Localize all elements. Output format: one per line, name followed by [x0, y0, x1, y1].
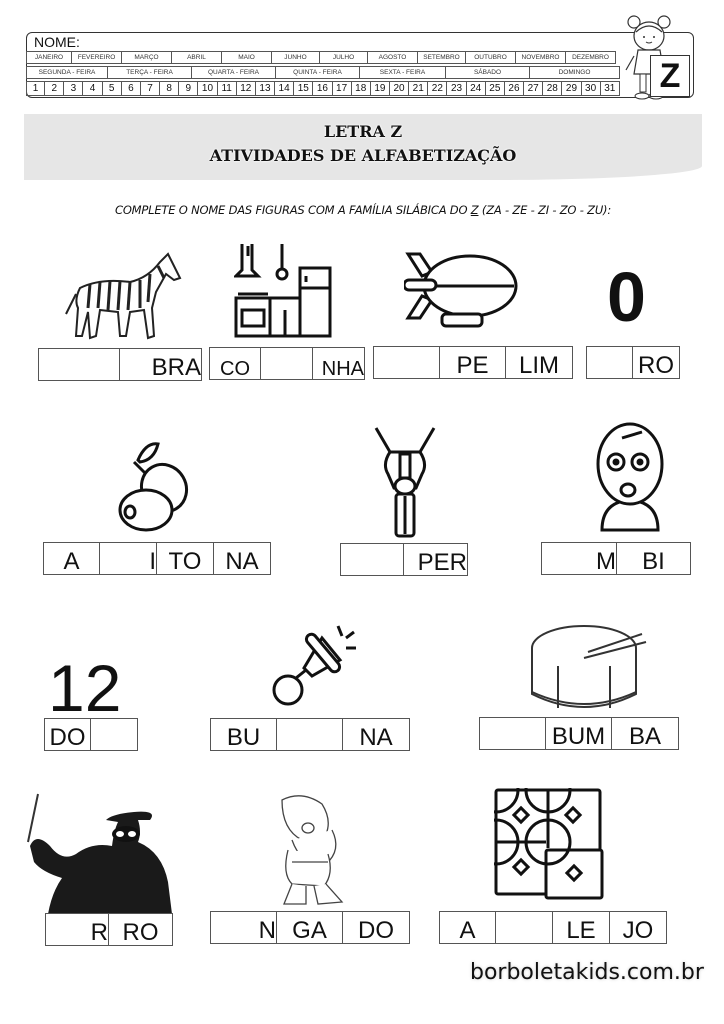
tiles-icon — [494, 788, 608, 900]
month-cell[interactable]: NOVEMBRO — [516, 51, 566, 64]
answer-box[interactable] — [586, 346, 633, 379]
syllable-box: DO — [343, 911, 410, 944]
day-cell[interactable]: 17 — [333, 81, 352, 96]
day-cell[interactable]: 20 — [390, 81, 409, 96]
olives-icon — [116, 438, 190, 538]
zeppelin-icon — [404, 252, 520, 332]
day-cell[interactable]: 6 — [122, 81, 141, 96]
page-subtitle: ATIVIDADES DE ALFABETIZAÇÃO — [209, 146, 517, 165]
month-cell[interactable]: ABRIL — [172, 51, 222, 64]
month-cell[interactable]: JANEIRO — [26, 51, 72, 64]
weekday-cell[interactable]: DOMINGO — [530, 66, 620, 79]
day-cell[interactable]: 1 — [26, 81, 45, 96]
answer-box[interactable]: M — [541, 542, 617, 575]
day-cell[interactable]: 27 — [524, 81, 543, 96]
weekday-cell[interactable]: TERÇA - FEIRA — [108, 66, 192, 79]
answer-box[interactable] — [373, 346, 440, 379]
month-cell[interactable]: JUNHO — [272, 51, 320, 64]
day-cell[interactable]: 25 — [486, 81, 505, 96]
day-cell[interactable]: 7 — [141, 81, 160, 96]
syllable-boxes-olives — [43, 542, 271, 575]
days-row — [26, 81, 620, 96]
syllable-boxes-zeppelin — [373, 346, 573, 379]
day-cell[interactable]: 5 — [103, 81, 122, 96]
syllable-boxes-dwarf — [210, 911, 410, 944]
day-cell[interactable]: 16 — [313, 81, 332, 96]
answer-box[interactable] — [38, 348, 120, 381]
syllable-box: LE — [553, 911, 610, 944]
syllable-box: DO — [44, 718, 91, 751]
syllable-boxes-zebra — [38, 348, 202, 381]
day-cell[interactable]: 2 — [45, 81, 64, 96]
grumpy-dwarf-icon — [262, 790, 356, 908]
day-cell[interactable]: 11 — [218, 81, 237, 96]
answer-box[interactable] — [261, 347, 313, 380]
horn-icon — [268, 624, 356, 712]
syllable-boxes-zero — [586, 346, 680, 379]
number-twelve-picture: 12 — [48, 651, 122, 725]
syllable-boxes-twelve — [44, 718, 138, 751]
day-cell[interactable]: 12 — [237, 81, 256, 96]
number-zero-picture: 0 — [607, 258, 646, 336]
month-cell[interactable]: SETEMBRO — [418, 51, 466, 64]
day-cell[interactable]: 18 — [352, 81, 371, 96]
month-cell[interactable]: MAIO — [222, 51, 272, 64]
month-cell[interactable]: AGOSTO — [368, 51, 418, 64]
month-cell[interactable]: DEZEMBRO — [566, 51, 616, 64]
syllable-box: CO — [209, 347, 261, 380]
syllable-boxes-drum — [479, 717, 679, 750]
syllable-box: LIM — [506, 346, 573, 379]
syllable-box: RO — [633, 346, 680, 379]
day-cell[interactable]: 23 — [447, 81, 466, 96]
weekday-cell[interactable]: QUINTA - FEIRA — [276, 66, 360, 79]
day-cell[interactable]: 22 — [428, 81, 447, 96]
month-cell[interactable]: JULHO — [320, 51, 368, 64]
page-title: LETRA Z — [323, 122, 403, 141]
day-cell[interactable]: 19 — [371, 81, 390, 96]
syllable-box: BA — [612, 717, 679, 750]
day-cell[interactable]: 9 — [179, 81, 198, 96]
day-cell[interactable]: 3 — [64, 81, 83, 96]
syllable-box: BI — [617, 542, 691, 575]
syllable-box: A — [439, 911, 496, 944]
answer-box[interactable] — [277, 718, 343, 751]
day-cell[interactable]: 28 — [543, 81, 562, 96]
day-cell[interactable]: 10 — [198, 81, 217, 96]
month-cell[interactable]: OUTUBRO — [466, 51, 516, 64]
zombie-icon — [586, 418, 672, 540]
syllable-boxes-zipper — [340, 543, 468, 576]
day-cell[interactable]: 14 — [275, 81, 294, 96]
weekday-cell[interactable]: SEGUNDA - FEIRA — [26, 66, 108, 79]
weekdays-row — [26, 66, 620, 79]
day-cell[interactable]: 15 — [294, 81, 313, 96]
syllable-box: NA — [214, 542, 271, 575]
syllable-box: PER — [404, 543, 468, 576]
day-cell[interactable]: 26 — [505, 81, 524, 96]
syllable-box: NA — [343, 718, 410, 751]
syllable-boxes-tiles — [439, 911, 667, 944]
syllable-box: RO — [109, 913, 173, 946]
bass-drum-icon — [524, 612, 654, 716]
day-cell[interactable]: 24 — [467, 81, 486, 96]
answer-box[interactable] — [340, 543, 404, 576]
syllable-boxes-kitchen — [209, 347, 365, 380]
zebra-icon — [60, 248, 184, 346]
answer-box[interactable] — [91, 718, 138, 751]
syllable-box: GA — [277, 911, 343, 944]
syllable-box: JO — [610, 911, 667, 944]
answer-box[interactable]: N — [210, 911, 277, 944]
answer-box[interactable] — [496, 911, 553, 944]
day-cell[interactable]: 31 — [601, 81, 620, 96]
month-cell[interactable]: FEVEREIRO — [72, 51, 122, 64]
day-cell[interactable]: 8 — [160, 81, 179, 96]
weekday-cell[interactable]: SÁBADO — [446, 66, 530, 79]
footer-site-link[interactable]: borboletakids.com.br — [470, 960, 704, 985]
syllable-box: NHA — [313, 347, 365, 380]
letter-card: Z — [650, 55, 690, 97]
syllable-boxes-zorro — [45, 913, 173, 946]
day-cell[interactable]: 29 — [562, 81, 581, 96]
day-cell[interactable]: 13 — [256, 81, 275, 96]
syllable-boxes-zombie — [541, 542, 691, 575]
zorro-icon — [22, 792, 176, 914]
name-field-label: NOME: — [34, 34, 80, 50]
syllable-box: BU — [210, 718, 277, 751]
answer-box[interactable] — [479, 717, 546, 750]
weekday-cell[interactable]: QUARTA - FEIRA — [192, 66, 276, 79]
month-cell[interactable]: MARÇO — [122, 51, 172, 64]
answer-box[interactable]: R — [45, 913, 109, 946]
instruction-text: COMPLETE O NOME DAS FIGURAS COM A FAMÍLIA SILÁBICA DO Z (ZA - ZE - ZI - ZO - ZU): — [115, 203, 611, 217]
syllable-box: BRA — [120, 348, 202, 381]
syllable-boxes-horn — [210, 718, 410, 751]
syllable-box: BUM — [546, 717, 612, 750]
weekday-cell[interactable]: SEXTA - FEIRA — [360, 66, 446, 79]
syllable-box: A — [43, 542, 100, 575]
day-cell[interactable]: 30 — [582, 81, 601, 96]
syllable-box: PE — [440, 346, 506, 379]
zipper-icon — [372, 424, 438, 540]
day-cell[interactable]: 21 — [409, 81, 428, 96]
syllable-box: TO — [157, 542, 214, 575]
kitchen-icon — [234, 242, 336, 340]
day-cell[interactable]: 4 — [83, 81, 102, 96]
answer-box[interactable]: I — [100, 542, 157, 575]
months-row — [26, 51, 620, 64]
